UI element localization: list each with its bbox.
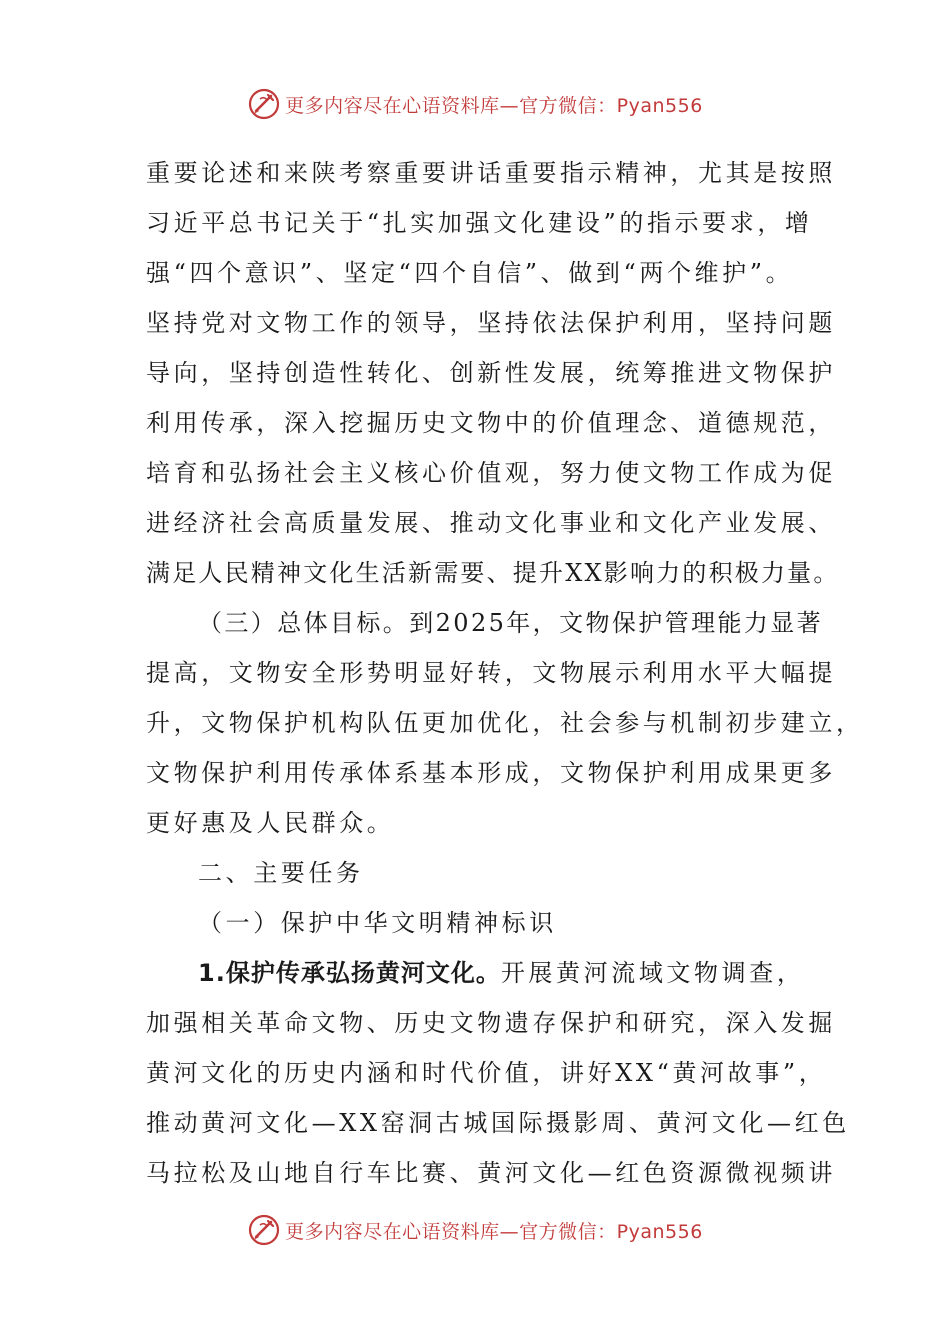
text-line: 黄河文化的历史内涵和时代价值，讲好XX“黄河故事”，: [146, 1059, 827, 1087]
text-line: 满足人民精神文化生活新需要、提升XX影响力的积极力量。: [146, 559, 840, 587]
watermark-footer: [0, 1210, 950, 1250]
text-line: 升，文物保护机构队伍更加优化，社会参与机制初步建立，: [146, 709, 864, 737]
watermark-text: 更多内容尽在心语资料库—官方微信：Pyan556: [285, 1220, 703, 1243]
text-line: 坚持党对文物工作的领导，坚持依法保护利用，坚持问题: [146, 309, 836, 337]
text-line: 提高，文物安全形势明显好转，文物展示利用水平大幅提: [146, 659, 836, 687]
text-line: 强“四个意识”、坚定“四个自信”、做到“两个维护”。: [146, 259, 794, 287]
text-line: 文物保护利用传承体系基本形成，文物保护利用成果更多: [146, 759, 836, 787]
text-line: 更好惠及人民群众。: [146, 809, 395, 837]
text-line: 马拉松及山地自行车比赛、黄河文化—红色资源微视频讲: [146, 1159, 836, 1187]
subsection-heading: （一）保护中华文明精神标识: [198, 909, 557, 937]
watermark-text: 更多内容尽在心语资料库—官方微信：Pyan556: [285, 94, 703, 117]
bold-lead-text: 1.保护传承弘扬黄河文化。: [198, 959, 501, 987]
text-line: 导向，坚持创造性转化、创新性发展，统筹推进文物保护: [146, 359, 836, 387]
paragraph-lead-line: [146, 948, 826, 998]
text-line: 进经济社会高质量发展、推动文化事业和文化产业发展、: [146, 509, 836, 537]
text-line: 培育和弘扬社会主义核心价值观，努力使文物工作成为促: [146, 459, 836, 487]
text-span: 开展黄河流域文物调查，: [500, 959, 805, 987]
watermark-header: [0, 84, 950, 124]
text-line: 重要论述和来陕考察重要讲话重要指示精神，尤其是按照: [146, 159, 836, 187]
section-heading-overall-goal: （三）总体目标。到2025年，文物保护管理能力显著: [198, 609, 824, 637]
pen-seal-icon: [247, 1213, 281, 1247]
document-body: [146, 148, 864, 1198]
text-line: 利用传承，深入挖掘历史文物中的价值理念、道德规范，: [146, 409, 836, 437]
pen-seal-icon: [247, 87, 281, 121]
text-line: 推动黄河文化—XX窑洞古城国际摄影周、黄河文化—红色: [146, 1109, 850, 1137]
text-line: 习近平总书记关于“扎实加强文化建设”的指示要求，增: [146, 209, 813, 237]
text-line: 加强相关革命文物、历史文物遗存保护和研究，深入发掘: [146, 1009, 836, 1037]
section-heading-main-tasks: 二、主要任务: [198, 859, 364, 887]
